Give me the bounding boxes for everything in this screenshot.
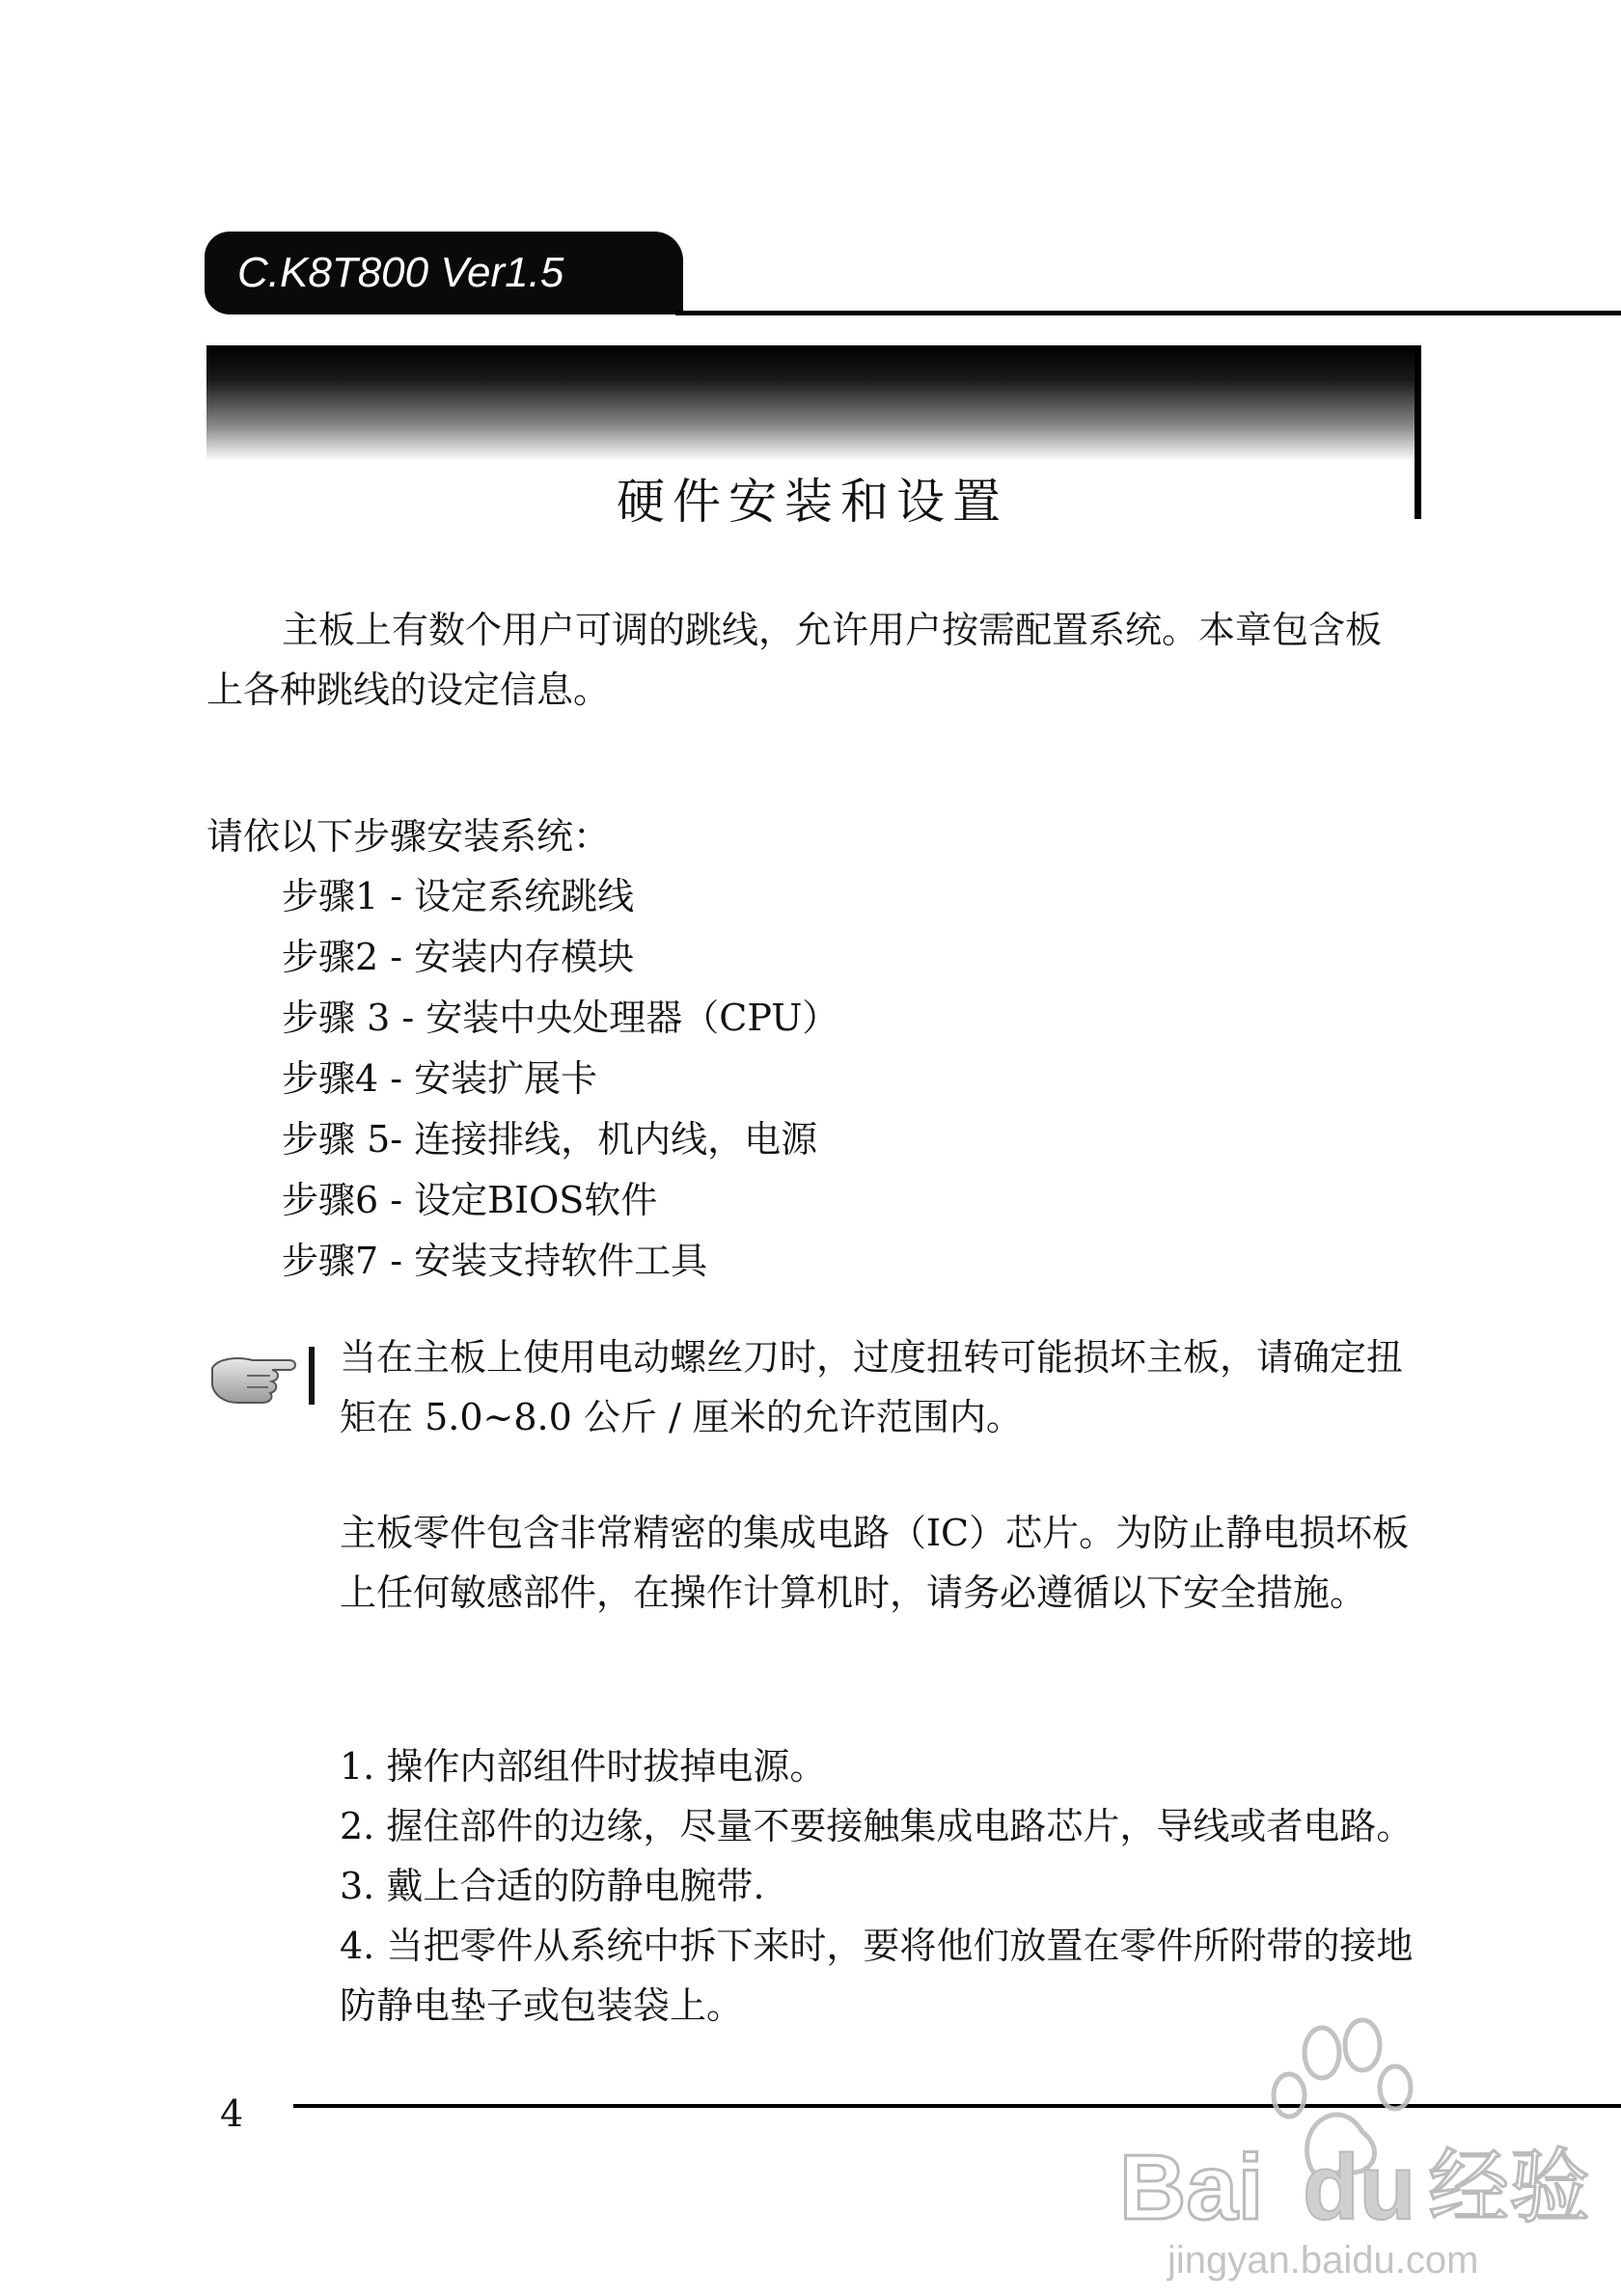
page-number: 4 — [220, 2092, 244, 2135]
watermark-brand-du: du — [1303, 2136, 1416, 2239]
static-note: 主板零件包含非常精密的集成电路（IC）芯片。为防止静电损坏板上任何敏感部件，在操作计算机时，请务必遵循以下安全措施。 — [340, 1512, 1410, 1614]
precaution-item: 4. 当把零件从系统中拆下来时，要将他们放置在零件所附带的接地防静电垫子或包装袋上。 — [340, 1925, 1414, 2027]
precaution-item: 1. 操作内部组件时拔掉电源。 — [340, 1745, 827, 1788]
steps-title: 请依以下步骤安装系统： — [206, 815, 611, 858]
torque-note: 当在主板上使用电动螺丝刀时，过度扭转可能损坏主板，请确定扭矩在 5.0~8.0 公斤 / 厘米的允许范围内。 — [340, 1336, 1404, 1438]
step-item: 步骤1 - 设定系统跳线 — [282, 875, 635, 917]
header-rule — [675, 311, 1621, 315]
precaution-item: 3. 戴上合适的防静电腕带. — [340, 1865, 765, 1907]
step-item: 步骤2 - 安装内存模块 — [282, 936, 635, 978]
step-item: 步骤4 - 安装扩展卡 — [282, 1057, 598, 1100]
step-item: 步骤 3 - 安装中央处理器（CPU） — [282, 997, 839, 1039]
steps-list — [282, 866, 838, 1292]
precautions-list — [340, 1736, 1416, 2036]
precaution-item: 2. 握住部件的边缘，尽量不要接触集成电路芯片，导线或者电路。 — [340, 1805, 1414, 1847]
watermark-jingyan: 经验 — [1428, 2140, 1591, 2234]
chapter-title: 硬件安装和设置 — [617, 474, 1008, 530]
model-tab — [205, 232, 683, 314]
chapter-banner — [206, 345, 1418, 461]
baidu-watermark — [1110, 2016, 1611, 2286]
step-item: 步骤 5- 连接排线，机内线，电源 — [282, 1118, 818, 1161]
step-item: 步骤7 - 安装支持软件工具 — [282, 1240, 708, 1282]
watermark-url: jingyan.baidu.com — [1168, 2239, 1479, 2282]
watermark-brand: Bai — [1119, 2136, 1264, 2239]
pointing-hand-icon — [208, 1343, 324, 1407]
intro-paragraph: 主板上有数个用户可调的跳线，允许用户按需配置系统。本章包含板上各种跳线的设定信息。 — [206, 609, 1383, 711]
model-label: C.K8T800 Ver1.5 — [237, 249, 564, 296]
step-item: 步骤6 - 设定BIOS软件 — [282, 1179, 658, 1221]
